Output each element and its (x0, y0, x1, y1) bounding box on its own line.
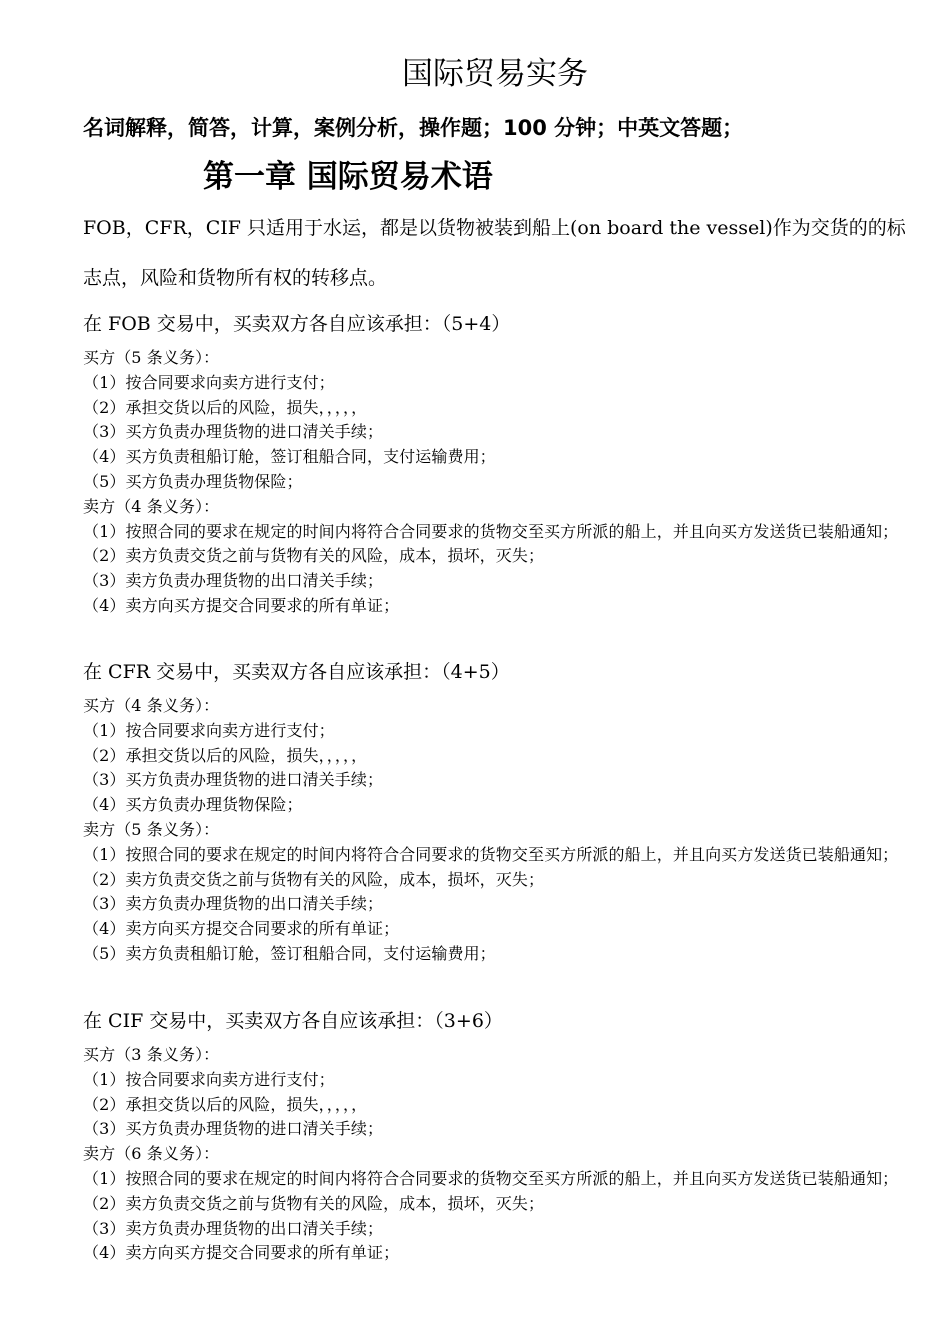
list-item: （2）承担交货以后的风险，损失，，，，， (83, 745, 368, 765)
list-item: （3）买方负责办理货物的进口清关手续； (83, 770, 384, 790)
list-item: （3）卖方负责办理货物的出口清关手续； (83, 1218, 384, 1238)
fob-section (83, 310, 913, 619)
intro-paragraph: FOB，CFR，CIF 只适用于水运，都是以货物被装到船上(on board the vessel)作为交货的的标志点，风险和货物所有权的转移点。 (83, 217, 906, 289)
list-item: （5）买方负责办理货物保险； (83, 471, 303, 491)
section-heading: 在 CFR 交易中，买卖双方各自应该承担：（4+5） (83, 661, 510, 683)
seller-heading: 卖方（6 条义务）： (83, 1144, 220, 1164)
section-heading: 在 CIF 交易中，买卖双方各自应该承担：（3+6） (83, 1010, 503, 1032)
list-item: （5）卖方负责租船订舱，签订租船合同，支付运输费用； (83, 943, 496, 963)
list-item: （3）买方负责办理货物的进口清关手续； (83, 422, 384, 442)
buyer-heading: 买方（4 条义务）： (83, 696, 220, 715)
list-item: （4）买方负责租船订舱，签订租船合同，支付运输费用； (83, 447, 496, 467)
cif-section (83, 1007, 913, 1266)
list-item: （1）按合同要求向卖方进行支付； (83, 1069, 335, 1089)
list-item: （4）卖方向买方提交合同要求的所有单证； (83, 595, 400, 615)
list-item: （1）按合同要求向卖方进行支付； (83, 720, 335, 740)
list-item: （2）卖方负责交货之前与货物有关的风险，成本，损坏，灭失； (83, 869, 545, 889)
list-item: （3）卖方负责办理货物的出口清关手续； (83, 894, 384, 914)
list-item: （1）按照合同的要求在规定的时间内将符合合同要求的货物交至买方所派的船上，并且向买方发送货已装船通知； (83, 844, 899, 864)
list-item: （2）承担交货以后的风险，损失，，，，， (83, 397, 368, 417)
list-item: （4）买方负责办理货物保险； (83, 795, 303, 815)
list-item: （3）卖方负责办理货物的出口清关手续； (83, 571, 384, 591)
list-item: （4）卖方向买方提交合同要求的所有单证； (83, 919, 400, 939)
buyer-heading: 买方（3 条义务）： (83, 1045, 220, 1064)
list-item: （2）卖方负责交货之前与货物有关的风险，成本，损坏，灭失； (83, 546, 545, 566)
list-item: （4）卖方向买方提交合同要求的所有单证； (83, 1243, 400, 1263)
chapter-title: 第一章 国际贸易术语 (203, 159, 493, 195)
buyer-heading: 买方（5 条义务）： (83, 348, 220, 367)
list-item: （1）按照合同的要求在规定的时间内将符合合同要求的货物交至买方所派的船上，并且向买方发送货已装船通知； (83, 521, 899, 541)
seller-heading: 卖方（4 条义务）： (83, 496, 220, 516)
section-heading: 在 FOB 交易中，买卖双方各自应该承担：（5+4） (83, 313, 511, 335)
list-item: （1）按合同要求向卖方进行支付； (83, 372, 335, 392)
cfr-section (83, 658, 913, 967)
list-item: （1）按照合同的要求在规定的时间内将符合合同要求的货物交至买方所派的船上，并且向买方发送货已装船通知； (83, 1168, 899, 1188)
list-item: （2）卖方负责交货之前与货物有关的风险，成本，损坏，灭失； (83, 1193, 545, 1213)
exam-format-line: 名词解释，简答，计算，案例分析，操作题；100 分钟；中英文答题； (83, 116, 744, 140)
list-item: （2）承担交货以后的风险，损失，，，，， (83, 1094, 368, 1114)
list-item: （3）买方负责办理货物的进口清关手续； (83, 1119, 384, 1139)
seller-heading: 卖方（5 条义务）： (83, 819, 220, 839)
document-title: 国际贸易实务 (402, 56, 588, 92)
